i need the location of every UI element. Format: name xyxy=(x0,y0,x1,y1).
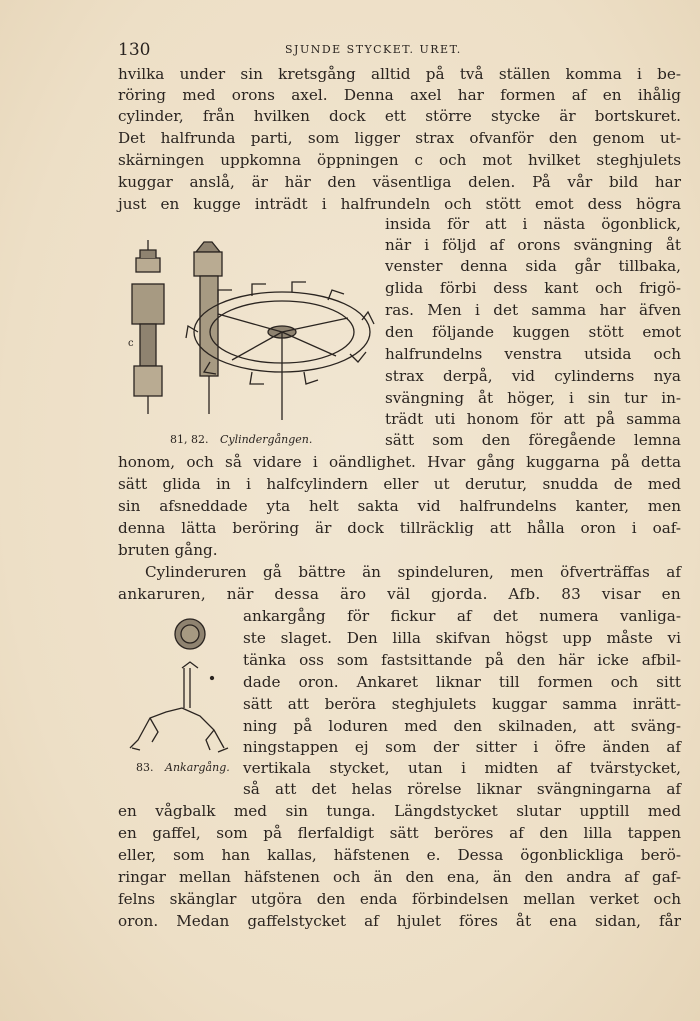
caption-text: Cylindergången. xyxy=(219,433,313,446)
text-line: Cylinderuren gå bättre än spindeluren, men öfverträffas af xyxy=(145,563,681,581)
text-line: vertikala stycket, utan i midten af tvärstycket, xyxy=(243,759,681,777)
text-line: halfrundelns venstra utsida och xyxy=(385,345,681,363)
text-line: sätt glida in i halfcylindern eller ut derutur, snudda de med xyxy=(118,475,681,493)
text-line: en vågbalk med sin tunga. Längdstycket slutar upptill med xyxy=(118,802,681,820)
text-line: ringar mellan häfstenen och än den ena, än den andra af gaf- xyxy=(118,868,681,886)
label-c: c xyxy=(128,338,134,349)
caption-number: 83. xyxy=(136,761,154,774)
anchor-escapement-figure xyxy=(120,612,232,760)
page-number: 130 xyxy=(118,40,151,60)
text-line: cylinder, från hvilken dock ett större stycke är bortskuret. xyxy=(118,107,681,125)
caption-text: Ankargång. xyxy=(165,761,230,774)
running-title: SJUNDE STYCKET. URET. xyxy=(285,43,462,56)
text-line: ning på loduren med den skilnaden, att sväng- xyxy=(243,717,681,735)
text-line: sätt som den föregående lemna xyxy=(385,431,681,449)
text-line: kuggar anslå, är här den väsentliga delen. På vår bild har xyxy=(118,173,681,191)
text-line: så att det helas rörelse liknar svängningarna af xyxy=(243,780,681,798)
text-line: strax derpå, vid cylinderns nya xyxy=(385,367,681,385)
text-line: sätt att beröra steghjulets kuggar samma inrätt- xyxy=(243,695,681,713)
text-line: honom, och så vidare i oändlighet. Hvar gång kuggarna på detta xyxy=(118,453,681,471)
figure-caption xyxy=(136,761,230,774)
text-line: hvilka under sin kretsgång alltid på två ställen komma i be- xyxy=(118,65,681,83)
text-line: venster denna sida går tillbaka, xyxy=(385,257,681,275)
text-line: svängning åt höger, i sin tur in- xyxy=(385,389,681,407)
text-line: när i följd af orons svängning åt xyxy=(385,236,681,254)
text-line: ras. Men i det samma har äfven xyxy=(385,301,681,319)
figure-caption xyxy=(170,433,312,446)
text-line: ankaruren, när dessa äro väl gjorda. Afb. 83 visar en xyxy=(118,585,681,603)
text-line: den följande kuggen stött emot xyxy=(385,323,681,341)
text-line: sin afsneddade yta helt sakta vid halfrundelns kanter, men xyxy=(118,497,681,515)
text-line: ankargång för fickur af det numera vanliga- xyxy=(243,607,681,625)
text-line: trädt uti honom för att på samma xyxy=(385,410,681,428)
text-line: skärningen uppkomna öppningen c och mot hvilket steghjulets xyxy=(118,151,681,169)
caption-number: 81, 82. xyxy=(170,433,209,446)
text-line: tänka oss som fastsittande på den här icke afbil- xyxy=(243,651,681,669)
text-line: denna lätta beröring är dock tillräcklig att hålla oron i oaf- xyxy=(118,519,681,537)
text-line: ste slaget. Den lilla skifvan högst upp måste vi xyxy=(243,629,681,647)
text-line: bruten gång. xyxy=(118,541,218,559)
text-line: oron. Medan gaffelstycket af hjulet föres åt ena sidan, får xyxy=(118,912,681,930)
text-line: felns skänglar utgöra den enda förbindelsen mellan verket och xyxy=(118,890,681,908)
cylinder-escapement-figure xyxy=(122,228,382,428)
text-line: röring med orons axel. Denna axel har formen af en ihålig xyxy=(118,86,681,104)
text-line: ningstappen ej som der sitter i öfre änden af xyxy=(243,738,681,756)
text-line: en gaffel, som på flerfaldigt sätt beröres af den lilla tappen xyxy=(118,824,681,842)
text-line: insida för att i nästa ögonblick, xyxy=(385,215,681,233)
text-line: Det halfrunda parti, som ligger strax ofvanför den genom ut- xyxy=(118,129,681,147)
text-line: just en kugge inträdt i halfrundeln och stött emot dess högra xyxy=(118,195,681,213)
text-line: eller, som han kallas, häfstenen e. Dessa ögonblickliga berö- xyxy=(118,846,681,864)
text-line: glida förbi dess kant och frigö- xyxy=(385,279,681,297)
text-line: dade oron. Ankaret liknar till formen och sitt xyxy=(243,673,681,691)
